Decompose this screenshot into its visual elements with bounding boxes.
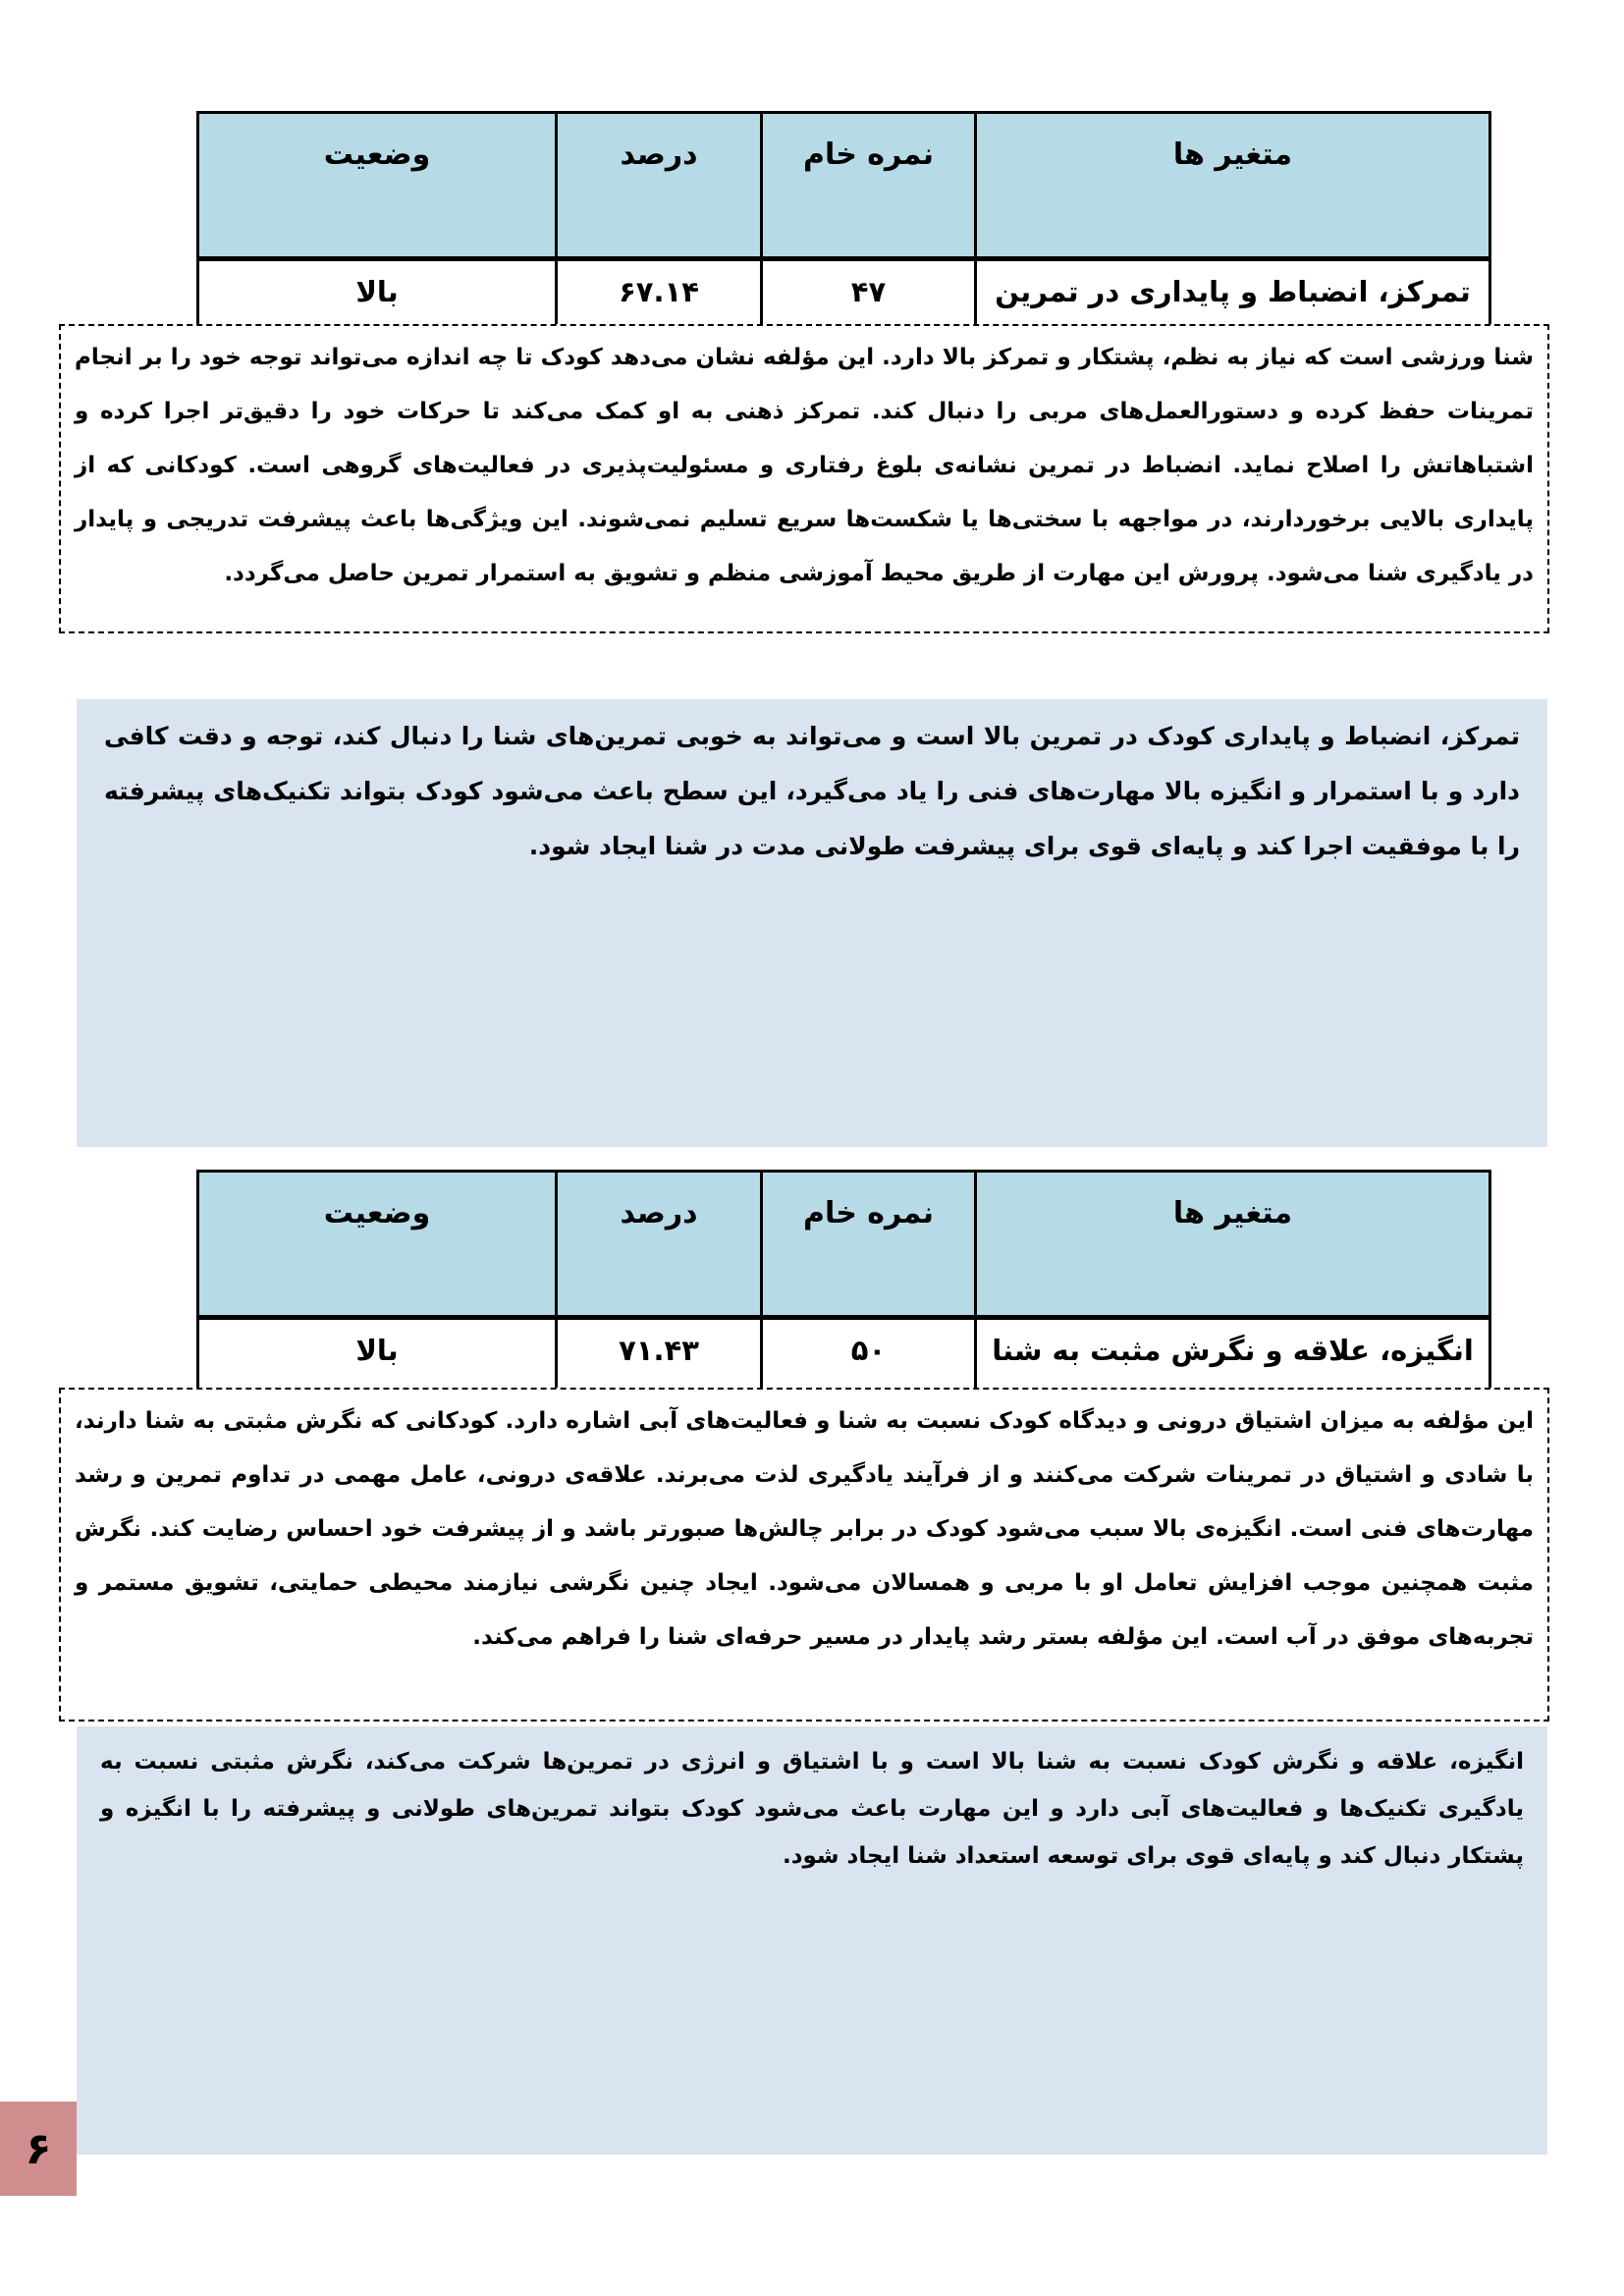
header-status: وضعیت [198, 113, 557, 259]
description-text: شنا ورزشی است که نیاز به نظم، پشتکار و تمرکز بالا دارد. این مؤلفه نشان می‌دهد کودک تا چه اندازه می‌تواند توجه خود را بر انجام تمرینات حفظ کرده و دستورالعمل‌های مربی را دنبال کند. تمرکز ذهنی به او کمک می‌کند تا حرکات خود را دقیق‌تر اجرا کرده و اشتباهاتش را اصلاح نماید. انضباط در تمرین نشانه‌ی بلوغ رفتاری و مسئولیت‌پذیری در فعالیت‌های گروهی است. کودکانی که از پایداری بالایی برخوردارند، در مواجهه با سختی‌ها یا شکست‌ها سریع تسلیم نمی‌شوند. این ویژگی‌ها باعث پیشرفت تدریجی و پایدار در یادگیری شنا می‌شود. پرورش این مهارت از طریق محیط آموزشی منظم و تشویق به استمرار تمرین حاصل می‌گردد. [75, 345, 1534, 586]
cell-raw-score: ۴۷ [762, 259, 976, 356]
header-variables: متغیر ها [976, 1172, 1490, 1318]
score-table-discipline [196, 111, 1491, 357]
description-text: این مؤلفه به میزان اشتیاق درونی و دیدگاه کودک نسبت به شنا و فعالیت‌های آبی اشاره دارد. کودکانی که نگرش مثبتی به شنا دارند، با شادی و اشتیاق در تمرینات شرکت می‌کنند و از فرآیند یادگیری لذت می‌برند. علاقه‌ی درونی، عامل مهمی در تداوم تمرین و رشد مهارت‌های فنی است. انگیزه‌ی بالا سبب می‌شود کودک در برابر چالش‌ها صبورتر باشد و از پیشرفت خود احساس رضایت کند. نگرش مثبت همچنین موجب افزایش تعامل او با مربی و همسالان می‌شود. ایجاد چنین نگرشی نیازمند محیطی حمایتی، تشویق مستمر و تجربه‌های موفق در آب است. این مؤلفه بستر رشد پایدار در مسیر حرفه‌ای شنا را فراهم می‌کند. [75, 1408, 1534, 1650]
cell-status: بالا [198, 259, 557, 356]
summary-panel-discipline [77, 699, 1547, 1147]
table-header-row [198, 113, 1490, 259]
header-percent: درصد [557, 1172, 762, 1318]
summary-text: تمرکز، انضباط و پایداری کودک در تمرین بالا است و می‌تواند به خوبی تمرین‌های شنا را دنبال کند، توجه و دقت کافی دارد و با استمرار و انگیزه بالا مهارت‌های فنی را یاد می‌گیرد، این سطح باعث می‌شود کودک بتواند تکنیک‌های پیشرفته را با موفقیت اجرا کند و پایه‌ای قوی برای پیشرفت طولانی مدت در شنا ایجاد شود. [104, 722, 1520, 860]
description-block-discipline [59, 324, 1549, 633]
cell-raw-score: ۵۰ [762, 1318, 976, 1415]
header-variables: متغیر ها [976, 113, 1490, 259]
header-raw-score: نمره خام [762, 1172, 976, 1318]
cell-variable: انگیزه، علاقه و نگرش مثبت به شنا [976, 1318, 1490, 1415]
cell-percent: ۶۷.۱۴ [557, 259, 762, 356]
summary-text: انگیزه، علاقه و نگرش کودک نسبت به شنا بالا است و با اشتیاق و انرژی در تمرین‌ها شرکت می‌کند، نگرش مثبتی نسبت به یادگیری تکنیک‌ها و فعالیت‌های آبی دارد و این مهارت باعث می‌شود کودک بتواند تمرین‌های طولانی و پیشرفته را با انگیزه و پشتکار دنبال کند و پایه‌ای قوی برای توسعه استعداد شنا ایجاد شود. [100, 1749, 1524, 1869]
score-table-motivation [196, 1170, 1491, 1416]
page-number-box [0, 2102, 77, 2196]
table-header-row [198, 1172, 1490, 1318]
description-block-motivation [59, 1388, 1549, 1722]
cell-percent: ۷۱.۴۳ [557, 1318, 762, 1415]
page-number: ۶ [25, 2123, 52, 2174]
cell-variable: تمرکز، انضباط و پایداری در تمرین [976, 259, 1490, 356]
summary-panel-motivation [77, 1726, 1547, 2155]
header-percent: درصد [557, 113, 762, 259]
header-raw-score: نمره خام [762, 113, 976, 259]
header-status: وضعیت [198, 1172, 557, 1318]
cell-status: بالا [198, 1318, 557, 1415]
